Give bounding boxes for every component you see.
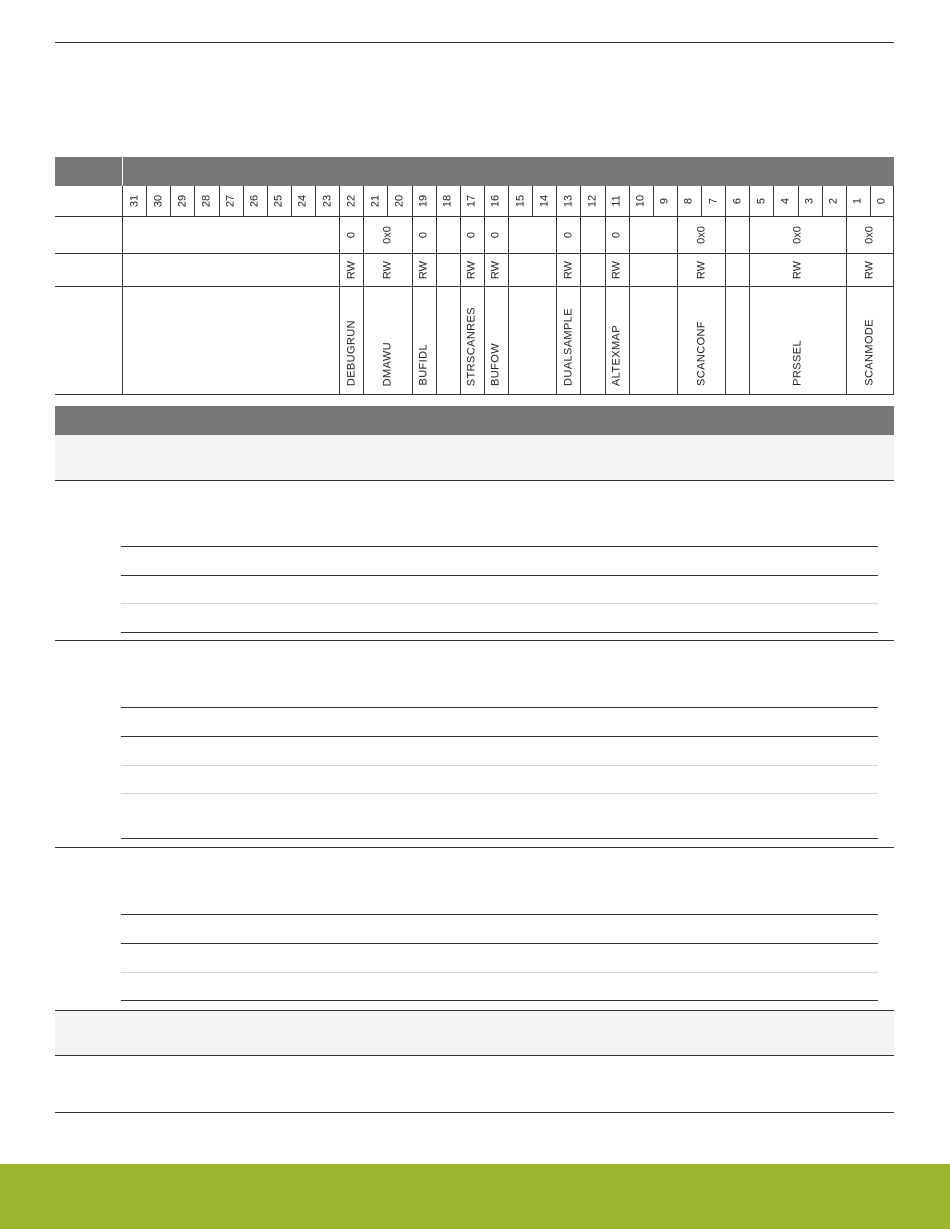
bit-number: 24 [296, 194, 309, 208]
row-divider [55, 1112, 894, 1113]
field-name-cell [629, 287, 677, 395]
bit-number: 8 [682, 197, 695, 205]
field-name: PRSSEL [791, 340, 804, 386]
field-name: DEBUGRUN [345, 319, 358, 386]
bit-number-cell [701, 186, 725, 217]
row-divider [55, 480, 894, 481]
top-rule [55, 42, 894, 43]
bit-number: 26 [248, 194, 261, 208]
access-type-cell [677, 254, 725, 287]
reset-value-cell [629, 217, 677, 254]
bit-number: 22 [345, 194, 358, 208]
description-row-shaded [55, 1011, 894, 1055]
reset-value-cell [412, 217, 436, 254]
enum-divider [121, 736, 878, 737]
access-type-cell [122, 254, 339, 287]
bit-number-cell [436, 186, 460, 217]
bit-number-cell [291, 186, 315, 217]
reset-value: 0 [610, 231, 623, 239]
bit-number-cell [412, 186, 436, 217]
field-name-cell [412, 287, 436, 395]
bit-number: 6 [731, 197, 744, 205]
bit-number-cell [315, 186, 339, 217]
footer-band [0, 1164, 950, 1229]
reset-value-cell [725, 217, 749, 254]
access-type: RW [610, 260, 623, 280]
bit-number-cell [387, 186, 411, 217]
enum-divider [121, 632, 878, 633]
bit-number-cell [822, 186, 846, 217]
reset-value: 0x0 [791, 226, 804, 244]
bit-number: 14 [538, 194, 551, 208]
reset-value-cell [460, 217, 484, 254]
bit-number: 25 [272, 194, 285, 208]
register-header-label-cell [55, 157, 122, 186]
bit-number: 29 [176, 194, 189, 208]
enum-divider [121, 943, 878, 944]
bit-number-cell [122, 186, 146, 217]
access-type: RW [863, 260, 876, 280]
access-type: RW [562, 260, 575, 280]
bit-number: 27 [224, 194, 237, 208]
bit-number-cell [556, 186, 580, 217]
bit-number-cell [339, 186, 363, 217]
bit-number-cell [629, 186, 653, 217]
access-type: RW [417, 260, 430, 280]
reset-value-cell [508, 217, 556, 254]
bit-number: 3 [803, 197, 816, 205]
reset-value-cell [556, 217, 580, 254]
access-type-cell [339, 254, 363, 287]
field-name-cell [846, 287, 894, 395]
bit-number-cell [773, 186, 797, 217]
reset-value-cell [484, 217, 508, 254]
bit-number-cell [798, 186, 822, 217]
bit-number: 18 [441, 194, 454, 208]
access-type-cell [460, 254, 484, 287]
reset-value-cell [677, 217, 725, 254]
reset-value: 0 [562, 231, 575, 239]
access-type-cell [846, 254, 894, 287]
field-name-cell [484, 287, 508, 395]
reset-value-cell [580, 217, 604, 254]
reset-value-cell [363, 217, 411, 254]
bit-number: 1 [851, 197, 864, 205]
bit-number: 16 [489, 194, 502, 208]
bit-number-cell [243, 186, 267, 217]
field-name-cell [556, 287, 580, 395]
row-divider [55, 1055, 894, 1056]
enum-divider [121, 793, 878, 794]
field-name: ALTEXMAP [610, 324, 623, 386]
access-type-cell [508, 254, 556, 287]
reset-value: 0 [345, 231, 358, 239]
bit-number: 0 [875, 197, 888, 205]
field-name: BUFIDL [417, 344, 430, 386]
reset-value: 0x0 [381, 226, 394, 244]
access-type: RW [791, 260, 804, 280]
enum-divider [121, 575, 878, 576]
bit-number: 20 [393, 194, 406, 208]
field-name-cell [580, 287, 604, 395]
field-name: STRSCANRES [465, 306, 478, 386]
reset-value-cell [605, 217, 629, 254]
bit-number-cell [677, 186, 701, 217]
bit-number: 28 [200, 194, 213, 208]
bit-number-cell [749, 186, 773, 217]
reset-value: 0 [417, 231, 430, 239]
bit-number: 19 [417, 194, 430, 208]
bit-number-cell [194, 186, 218, 217]
access-type-cell [412, 254, 436, 287]
bit-number-cell [653, 186, 677, 217]
description-row-shaded [55, 435, 894, 480]
field-name-cell [436, 287, 460, 395]
enum-divider [121, 603, 878, 604]
register-bit-map [55, 157, 894, 395]
access-type: RW [489, 260, 502, 280]
field-name-cell [363, 287, 411, 395]
reset-value-cell [846, 217, 894, 254]
reset-value: 0x0 [695, 226, 707, 244]
bit-number: 13 [562, 194, 575, 208]
bit-number: 11 [610, 195, 623, 207]
bit-number-cell [460, 186, 484, 217]
access-type-cell [363, 254, 411, 287]
access-type-cell [436, 254, 460, 287]
access-type-cell [629, 254, 677, 287]
row-label-bit [55, 186, 122, 217]
reset-value: 0 [465, 231, 478, 239]
bit-number: 12 [586, 194, 599, 208]
field-name: SCANCONF [695, 321, 707, 386]
bit-number-cell [870, 186, 894, 217]
bit-number: 9 [658, 197, 671, 205]
description-table-header [55, 406, 894, 435]
bit-number: 23 [321, 194, 334, 208]
enum-divider [121, 546, 878, 547]
row-label-name [55, 287, 122, 395]
enum-divider [121, 838, 878, 839]
bit-number-cell [363, 186, 387, 217]
bit-number-cell [605, 186, 629, 217]
access-type-cell [556, 254, 580, 287]
field-name-cell [460, 287, 484, 395]
access-type-cell [605, 254, 629, 287]
bit-number-cell [508, 186, 532, 217]
enum-divider [121, 1000, 878, 1001]
row-divider [55, 847, 894, 848]
reset-value: 0 [489, 231, 502, 239]
bit-number-cell [725, 186, 749, 217]
field-name-cell [677, 287, 725, 395]
bit-number-cell [219, 186, 243, 217]
enum-divider [121, 972, 878, 973]
enum-divider [121, 914, 878, 915]
enum-divider [121, 765, 878, 766]
field-name-cell [749, 287, 846, 395]
access-type: RW [465, 260, 478, 280]
field-name: BUFOW [489, 343, 502, 386]
field-name: DMAWU [381, 341, 394, 386]
bit-number-cell [580, 186, 604, 217]
bit-number: 30 [152, 194, 165, 208]
bit-number: 7 [707, 197, 720, 205]
field-name: DUALSAMPLE [562, 308, 575, 386]
reset-value: 0x0 [863, 226, 876, 244]
bit-number: 2 [827, 197, 840, 205]
bit-number-cell [170, 186, 194, 217]
access-type-cell [484, 254, 508, 287]
access-type: RW [695, 260, 707, 280]
access-type: RW [381, 260, 394, 280]
access-type-cell [580, 254, 604, 287]
register-header-bar [122, 157, 894, 186]
bit-number: 31 [128, 194, 141, 208]
reset-value-cell [436, 217, 460, 254]
row-divider [55, 640, 894, 641]
reset-value-cell [122, 217, 339, 254]
field-name: SCANMODE [863, 319, 876, 386]
bit-number: 10 [634, 194, 647, 208]
bit-number-cell [846, 186, 870, 217]
bit-number: 17 [465, 194, 478, 208]
reset-value-cell [339, 217, 363, 254]
bit-number: 15 [514, 194, 527, 208]
row-divider [55, 1010, 894, 1011]
bit-number: 5 [755, 197, 768, 205]
access-type-cell [749, 254, 846, 287]
access-type-cell [725, 254, 749, 287]
bit-number-cell [484, 186, 508, 217]
bit-number-cell [146, 186, 170, 217]
bit-number-cell [532, 186, 556, 217]
bit-number: 4 [779, 197, 792, 205]
field-name-cell [122, 287, 339, 395]
row-label-reset [55, 217, 122, 254]
row-label-access [55, 254, 122, 287]
field-name-cell [508, 287, 556, 395]
bit-number: 21 [369, 194, 382, 208]
reset-value-cell [749, 217, 846, 254]
field-name-cell [605, 287, 629, 395]
enum-divider [121, 707, 878, 708]
access-type: RW [345, 260, 358, 280]
bit-number-cell [267, 186, 291, 217]
field-name-cell [725, 287, 749, 395]
field-name-cell [339, 287, 363, 395]
